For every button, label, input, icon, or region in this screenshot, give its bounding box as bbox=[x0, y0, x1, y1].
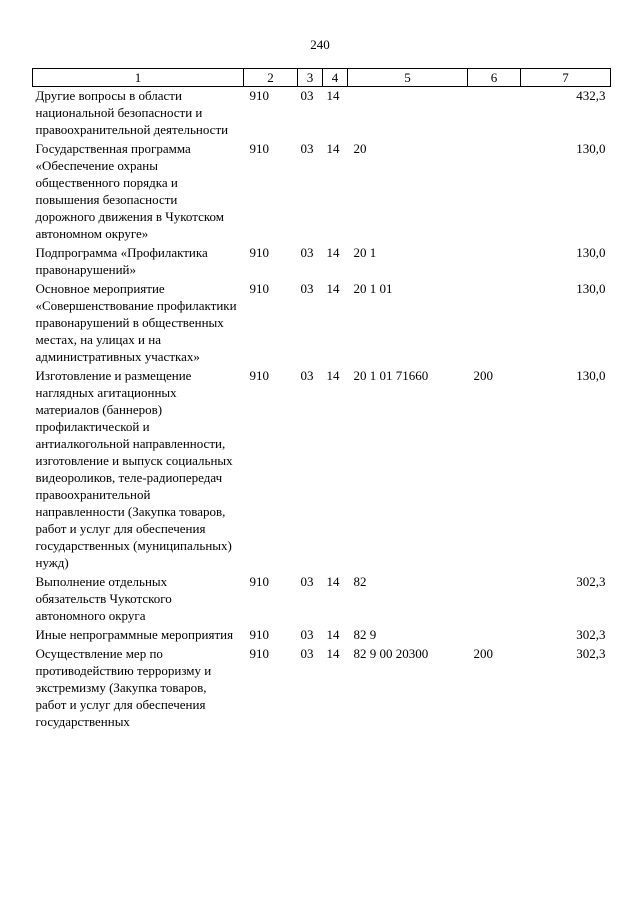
row-expense-type bbox=[468, 244, 521, 280]
row-admin-code: 910 bbox=[249, 141, 269, 156]
row-amount: 302,3 bbox=[576, 646, 606, 661]
row-subsection-code: 14 bbox=[326, 281, 340, 296]
row-name: Основное мероприятие «Совершенствование профилактики правонарушений в общественных местах, на улицах и на административных участках» bbox=[35, 281, 237, 364]
row-expense-type: 200 bbox=[473, 646, 493, 661]
row-subsection-code: 14 bbox=[326, 88, 340, 103]
row-expense-type bbox=[468, 87, 521, 141]
row-admin-code: 910 bbox=[249, 574, 269, 589]
row-name: Другие вопросы в области национальной безопасности и правоохранительной деятельности bbox=[35, 88, 229, 137]
row-amount: 302,3 bbox=[576, 627, 606, 642]
row-subsection-code: 14 bbox=[326, 368, 340, 383]
row-subsection-code: 14 bbox=[326, 245, 340, 260]
row-subsection-code: 14 bbox=[326, 627, 340, 642]
budget-table bbox=[32, 68, 611, 730]
row-target-article: 82 9 bbox=[353, 627, 377, 642]
table-body bbox=[33, 87, 611, 731]
column-header-5: 5 bbox=[348, 69, 468, 87]
row-admin-code: 910 bbox=[249, 245, 269, 260]
column-header-2: 2 bbox=[244, 69, 298, 87]
row-admin-code: 910 bbox=[249, 646, 269, 661]
row-section-code: 03 bbox=[300, 646, 314, 661]
row-name: Изготовление и размещение наглядных агитационных материалов (баннеров) профилактической и антиалкогольной направленности, изготовление и выпуск социальных видеороликов, теле-радиопередач правоохранительной направленности (Закупка товаров, работ и услуг для обеспечения государственных (муниципальных) нужд) bbox=[35, 368, 233, 570]
row-section-code: 03 bbox=[300, 627, 314, 642]
table-header bbox=[33, 69, 611, 87]
row-amount: 432,3 bbox=[576, 88, 606, 103]
row-amount: 130,0 bbox=[576, 141, 606, 156]
row-admin-code: 910 bbox=[249, 281, 269, 296]
row-subsection-code: 14 bbox=[326, 141, 340, 156]
table-row bbox=[33, 645, 611, 730]
row-name: Иные непрограммные мероприятия bbox=[35, 627, 234, 642]
row-name: Выполнение отдельных обязательств Чукотского автономного округа bbox=[35, 574, 172, 623]
column-header-4: 4 bbox=[323, 69, 348, 87]
row-amount: 130,0 bbox=[576, 281, 606, 296]
row-expense-type bbox=[468, 626, 521, 645]
row-subsection-code: 14 bbox=[326, 574, 340, 589]
table-row bbox=[33, 626, 611, 645]
column-header-7: 7 bbox=[521, 69, 611, 87]
column-header-3: 3 bbox=[298, 69, 323, 87]
row-expense-type bbox=[468, 280, 521, 367]
table-row bbox=[33, 280, 611, 367]
row-amount: 130,0 bbox=[576, 245, 606, 260]
row-name: Осуществление мер по противодействию терроризму и экстремизму (Закупка товаров, работ и услуг для обеспечения государственных bbox=[35, 646, 212, 729]
row-name: Государственная программа «Обеспечение охраны общественного порядка и повышения безопасности дорожного движения в Чукотском автономном округе» bbox=[35, 141, 224, 241]
row-section-code: 03 bbox=[300, 245, 314, 260]
table-row bbox=[33, 367, 611, 573]
row-target-article: 20 bbox=[353, 141, 367, 156]
row-target-article: 20 1 01 71660 bbox=[353, 368, 429, 383]
header-row bbox=[33, 69, 611, 87]
row-expense-type bbox=[468, 573, 521, 626]
row-section-code: 03 bbox=[300, 574, 314, 589]
row-admin-code: 910 bbox=[249, 627, 269, 642]
row-target-article: 20 1 01 bbox=[353, 281, 393, 296]
row-amount: 130,0 bbox=[576, 368, 606, 383]
column-header-1: 1 bbox=[33, 69, 244, 87]
row-expense-type: 200 bbox=[473, 368, 493, 383]
row-target-article bbox=[348, 87, 468, 141]
page-number: 240 bbox=[310, 37, 330, 52]
row-name: Подпрограмма «Профилактика правонарушений» bbox=[35, 245, 208, 277]
row-admin-code: 910 bbox=[249, 88, 269, 103]
table-row bbox=[33, 573, 611, 626]
row-section-code: 03 bbox=[300, 281, 314, 296]
column-header-6: 6 bbox=[468, 69, 521, 87]
row-expense-type bbox=[468, 140, 521, 244]
row-target-article: 82 9 00 20300 bbox=[353, 646, 429, 661]
table-row bbox=[33, 140, 611, 244]
row-amount: 302,3 bbox=[576, 574, 606, 589]
table-row bbox=[33, 244, 611, 280]
row-admin-code: 910 bbox=[249, 368, 269, 383]
row-section-code: 03 bbox=[300, 141, 314, 156]
row-target-article: 20 1 bbox=[353, 245, 377, 260]
row-section-code: 03 bbox=[300, 88, 314, 103]
table-row bbox=[33, 87, 611, 141]
row-subsection-code: 14 bbox=[326, 646, 340, 661]
row-section-code: 03 bbox=[300, 368, 314, 383]
row-target-article: 82 bbox=[353, 574, 367, 589]
